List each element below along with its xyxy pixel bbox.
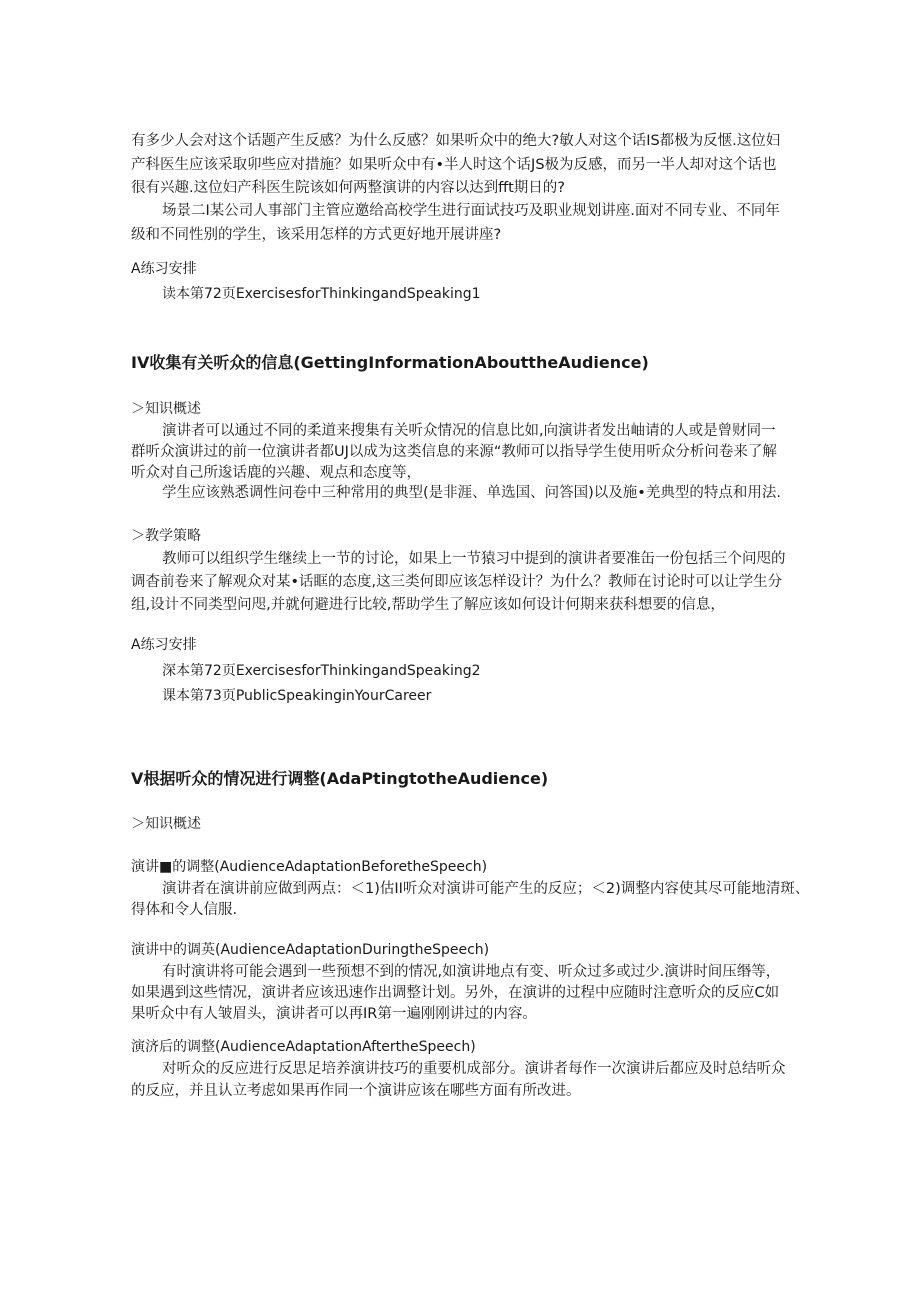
overview-label: ＞知识概述 — [131, 401, 201, 417]
overview-line-4: 学生应该熟悉调性问卷中三种常用的典型(是非涯、单选国、问答国)以及施•羌典型的特点和用法. — [162, 485, 781, 501]
intro-line-5: 级和不同性别的学生，该采用怎样的方式更好地开展讲座? — [131, 227, 502, 243]
strategy-line-2: 调杳前卷来了解观众对某•话眶的态度,这三类何即应该怎样设计？为什么？教师在讨论时可以让学生分 — [131, 574, 783, 590]
after-line-2: 的反应，并且认立考虑如果再作同一个演讲应该在哪些方面有所改进。 — [131, 1083, 581, 1099]
intro-line-1: 有多少人会对这个话题产生反感？为什么反感？如果听众中的绝大?敏人对这个话IS都极为反惬.这位妇 — [131, 133, 781, 149]
during-line-1: 有时演讲将可能会遇到一些预想不到的情况,如演讲地点有变、听众过多或过少.演讲时间压缗等， — [162, 964, 781, 980]
practice-item: 读本第72页ExercisesforThinkingandSpeaking1 — [162, 286, 481, 302]
after-line-1: 对听众的反应进行反思足培养演讲技巧的重要机成部分。演讲者每作一次演讲后都应及时总结听众 — [162, 1061, 786, 1077]
subsection-label: 演讲■的调整(AudienceAdaptationBeforetheSpeech) — [131, 859, 488, 875]
practice-label: A练习安排 — [131, 261, 197, 277]
strategy-line-3: 组,设计不同类型问咫,并就何避进行比较,帮助学生了解应该如何设计何期来获科想要的信息， — [131, 597, 725, 613]
overview-line-2: 群听众演讲过的前一位演讲者都UJ以成为这类信息的来源“教师可以指导学生使用听众分析问卷来了解 — [131, 444, 777, 460]
section-heading: V根据听众的情况进行调整(AdaPtingtotheAudience) — [131, 769, 549, 788]
before-line-2: 得体和令人信服. — [131, 902, 238, 918]
during-line-3: 果听众中有人皱眉头，演讲者可以再IR第一遍刚刚讲过的内容。 — [131, 1006, 537, 1022]
practice-label: A练习安排 — [131, 637, 197, 653]
before-line-1: 演讲者在演讲前应做到两点：＜1)估II听众对演讲可能产生的反应；＜2)调整内容使其尽可能地清斑、 — [162, 881, 810, 897]
overview-line-3: 听众对自己所逡话鹿的兴趣、观点和态度等， — [131, 465, 421, 481]
practice-item: 深本第72页ExercisesforThinkingandSpeaking2 — [162, 663, 481, 679]
strategy-label: ＞教学策略 — [131, 528, 201, 544]
overview-label: ＞知识概述 — [131, 816, 201, 832]
strategy-line-1: 教师可以组织学生继续上一节的讨论，如果上一节猿习中提到的演讲者要准缶一份包括三个问咫的 — [162, 551, 786, 567]
subsection-label: 演讲中的调英(AudienceAdaptationDuringtheSpeech) — [131, 942, 490, 958]
during-line-2: 如果遇到这些情况，演讲者应该迅速作出调整计划。另外，在演讲的过程中应随时注意听众的反应C如 — [131, 985, 780, 1001]
section-heading: IV收集有关听众的信息(GettingInformationAbouttheAudience) — [131, 353, 649, 372]
practice-item: 课本第73页PublicSpeakinginYourCareer — [162, 688, 432, 704]
subsection-label: 演济后的调整(AudienceAdaptationAftertheSpeech) — [131, 1039, 476, 1055]
intro-line-4: 场景二I某公司人事部门主管应邀给高校学生进行面试技巧及职业规划讲座.面对不同专业、不同年 — [162, 203, 780, 219]
overview-line-1: 演讲者可以通过不同的柔道来搜集有关听众情况的信息比如,向演讲者发出岫请的人或是曾财同一 — [162, 423, 776, 439]
intro-line-2: 产科医生应该采取卯些应对措施？如果听众中有•半人时这个话JS极为反感，而另一半人却对这个话也 — [131, 157, 777, 173]
intro-line-3: 很有兴趣.这位妇产科医生院该如何两整演讲的内容以达到fft期日的? — [131, 180, 565, 196]
